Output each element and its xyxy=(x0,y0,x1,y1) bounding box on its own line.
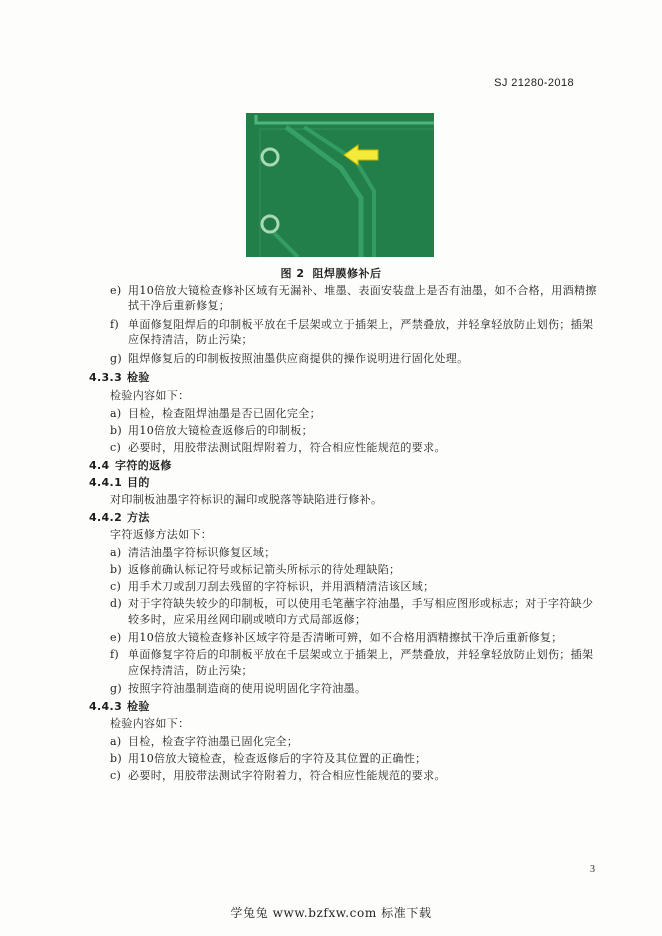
list-text: 用10倍放大镜检查，检查返修后的字符及其位置的正确性； xyxy=(128,752,427,765)
section-number: 4.4.2 xyxy=(89,511,123,524)
standard-code: SJ 21280-2018 xyxy=(494,77,574,89)
list-label: e) xyxy=(110,284,122,297)
paragraph: 对印制板油墨字符标识的漏印或脱落等缺陷进行修补。 xyxy=(110,493,383,506)
list-text: 应保持清洁，防止污染； xyxy=(128,664,253,677)
list-label: c) xyxy=(110,580,122,593)
section-title: 检验 xyxy=(127,700,150,713)
list-text: 对于字符缺失较少的印制板，可以使用毛笔蘸字符油墨，手写相应图形或标志；对于字符缺少 xyxy=(128,597,594,610)
section-number: 4.4 xyxy=(89,459,110,472)
list-text: 单面修复字符后的印制板平放在千层架或立于插架上，严禁叠放，并轻拿轻放防止划伤；插架 xyxy=(128,648,594,661)
paragraph: 字符返修方法如下： xyxy=(110,528,213,541)
section-heading xyxy=(89,476,150,490)
section-title: 检验 xyxy=(127,371,150,384)
list-text: 用10倍放大镜检查返修后的印制板； xyxy=(128,424,313,437)
list-text: 必要时，用胶带法测试字符附着力，符合相应性能规范的要求。 xyxy=(128,769,446,782)
pcb-repair-photo xyxy=(246,113,434,257)
list-label: g) xyxy=(110,352,123,365)
section-heading xyxy=(89,700,150,714)
list-text: 必要时，用胶带法测试阻焊附着力，符合相应性能规范的要求。 xyxy=(128,441,446,454)
list-label: a) xyxy=(110,735,122,748)
section-title: 方法 xyxy=(127,511,150,524)
section-title: 目的 xyxy=(127,476,150,489)
section-heading xyxy=(89,459,172,473)
figure-number: 图 2 xyxy=(280,267,305,280)
list-text: 用手术刀或刮刀刮去残留的字符标识，并用酒精清洁该区域； xyxy=(128,580,435,593)
list-text: 阻焊修复后的印制板按照油墨供应商提供的操作说明进行固化处理。 xyxy=(128,352,469,365)
list-text: 用10倍放大镜检查修补区域字符是否清晰可辨，如不合格用酒精擦拭干净后重新修复； xyxy=(128,631,563,644)
list-text: 应保持清洁，防止污染； xyxy=(128,333,253,346)
list-text: 按照字符油墨制造商的使用说明固化字符油墨。 xyxy=(128,682,367,695)
list-label: b) xyxy=(110,424,123,437)
section-number: 4.4.1 xyxy=(89,476,123,489)
list-label: d) xyxy=(110,597,123,610)
list-text: 拭干净后重新修复； xyxy=(128,299,231,312)
section-heading xyxy=(89,371,150,385)
list-label: c) xyxy=(110,769,122,782)
figure-title: 阻焊膜修补后 xyxy=(312,267,382,280)
list-text: 返修前确认标记符号或标记箭头所标示的待处理缺陷； xyxy=(128,563,401,576)
list-label: a) xyxy=(110,407,122,420)
pcb-image xyxy=(246,113,434,257)
list-label: f) xyxy=(110,648,120,661)
section-heading xyxy=(89,511,150,525)
section-number: 4.3.3 xyxy=(89,371,123,384)
list-label: b) xyxy=(110,752,123,765)
list-text: 用10倍放大镜检查修补区域有无漏补、堆墨、表面安装盘上是否有油墨，如不合格，用酒精擦 xyxy=(128,284,597,297)
list-label: f) xyxy=(110,318,120,331)
figure-caption xyxy=(0,265,662,281)
list-label: a) xyxy=(110,546,122,559)
list-label: b) xyxy=(110,563,123,576)
section-number: 4.4.3 xyxy=(89,700,123,713)
list-label: c) xyxy=(110,441,122,454)
page-number: 3 xyxy=(590,864,595,875)
list-text: 清洁油墨字符标识修复区域； xyxy=(128,546,276,559)
paragraph: 检验内容如下： xyxy=(110,717,190,730)
footer-watermark: 学兔兔 www.bzfxw.com 标准下载 xyxy=(230,906,432,920)
list-text: 较多时，应采用丝网印刷或喷印方式局部返修； xyxy=(128,613,367,626)
list-text: 目检，检查字符油墨已固化完全； xyxy=(128,735,299,748)
list-label: e) xyxy=(110,631,122,644)
section-title: 字符的返修 xyxy=(115,459,172,472)
paragraph: 检验内容如下： xyxy=(110,389,190,402)
list-text: 目检，检查阻焊油墨是否已固化完全； xyxy=(128,407,321,420)
list-text: 单面修复阻焊后的印制板平放在千层架或立于插架上，严禁叠放，并轻拿轻放防止划伤；插架 xyxy=(128,318,594,331)
list-label: g) xyxy=(110,682,123,695)
